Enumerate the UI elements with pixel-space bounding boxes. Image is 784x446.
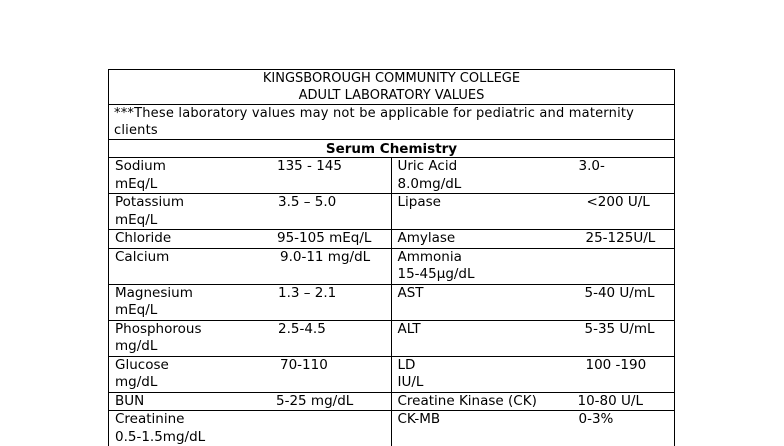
lab-name: LD xyxy=(392,357,675,375)
lab-values-table xyxy=(108,69,675,446)
lab-range: 135 - 145 xyxy=(277,158,342,176)
lab-range: 3.5 – 5.0 xyxy=(278,194,336,212)
lab-range: 70-110 xyxy=(280,357,328,375)
document-title: ADULT LABORATORY VALUES xyxy=(109,88,674,105)
lab-cell xyxy=(392,230,675,248)
lab-unit: mEq/L xyxy=(109,176,391,194)
lab-unit: mEq/L xyxy=(109,212,391,230)
lab-name: Phosphorous xyxy=(109,321,391,339)
lab-unit: mg/dL xyxy=(109,374,391,392)
lab-range: 25-125U/L xyxy=(586,230,656,248)
lab-cell xyxy=(392,158,675,193)
lab-range: 3.0- xyxy=(579,158,605,176)
lab-cell xyxy=(392,393,675,411)
lab-name: Ammonia xyxy=(392,249,675,267)
lab-unit: mg/dL xyxy=(109,338,391,356)
lab-range: 15-45µg/dL xyxy=(392,266,675,284)
lab-name: Creatine Kinase (CK) xyxy=(392,393,675,411)
lab-name: Creatinine xyxy=(109,411,391,429)
lab-unit: IU/L xyxy=(392,374,675,392)
lab-cell xyxy=(392,285,675,320)
lab-name: CK-MB xyxy=(392,411,675,429)
lab-cell xyxy=(109,158,392,193)
lab-cell xyxy=(109,285,392,320)
lab-name: Calcium xyxy=(109,249,391,267)
table-header xyxy=(109,70,674,105)
lab-range: 5-35 U/mL xyxy=(585,321,655,339)
lab-range: 5-25 mg/dL xyxy=(276,393,353,411)
section-title: Serum Chemistry xyxy=(109,140,674,158)
lab-range: 100 -190 xyxy=(586,357,647,375)
table-row xyxy=(109,230,674,249)
lab-name: Glucose xyxy=(109,357,391,375)
lab-name: Uric Acid xyxy=(392,158,675,176)
lab-cell xyxy=(392,357,675,392)
lab-name: Amylase xyxy=(392,230,675,248)
lab-cell xyxy=(109,393,392,411)
lab-name: Sodium xyxy=(109,158,391,176)
lab-name: AST xyxy=(392,285,675,303)
lab-name: Potassium xyxy=(109,194,391,212)
table-row xyxy=(109,249,674,285)
table-row xyxy=(109,194,674,230)
lab-name: Chloride xyxy=(109,230,391,248)
lab-name: ALT xyxy=(392,321,675,339)
lab-cell xyxy=(109,230,392,248)
lab-cell xyxy=(392,249,675,284)
lab-cell xyxy=(109,321,392,356)
table-row xyxy=(109,357,674,393)
lab-unit: 8.0mg/dL xyxy=(392,176,675,194)
lab-cell xyxy=(109,357,392,392)
lab-range: 2.5-4.5 xyxy=(278,321,326,339)
lab-cell xyxy=(392,321,675,356)
lab-range: 5-40 U/mL xyxy=(585,285,655,303)
lab-range: 95-105 mEq/L xyxy=(277,230,371,248)
college-name: KINGSBOROUGH COMMUNITY COLLEGE xyxy=(109,71,674,88)
lab-range: 1.3 – 2.1 xyxy=(278,285,336,303)
applicability-note: ***These laboratory values may not be applicable for pediatric and maternity clients xyxy=(109,105,674,140)
lab-range: 0.5-1.5mg/dL xyxy=(109,429,391,446)
lab-range: <200 U/L xyxy=(587,194,650,212)
lab-range: 10-80 U/L xyxy=(578,393,643,411)
lab-name: Magnesium xyxy=(109,285,391,303)
lab-cell xyxy=(109,194,392,229)
lab-name: Lipase xyxy=(392,194,675,212)
lab-cell xyxy=(109,249,392,284)
lab-unit: mEq/L xyxy=(109,302,391,320)
table-row xyxy=(109,158,674,194)
lab-name: BUN xyxy=(109,393,391,411)
table-row xyxy=(109,393,674,412)
lab-range: 0-3% xyxy=(579,411,614,429)
table-row xyxy=(109,321,674,357)
lab-cell xyxy=(392,194,675,229)
lab-range: 9.0-11 mg/dL xyxy=(280,249,370,267)
table-row xyxy=(109,285,674,321)
